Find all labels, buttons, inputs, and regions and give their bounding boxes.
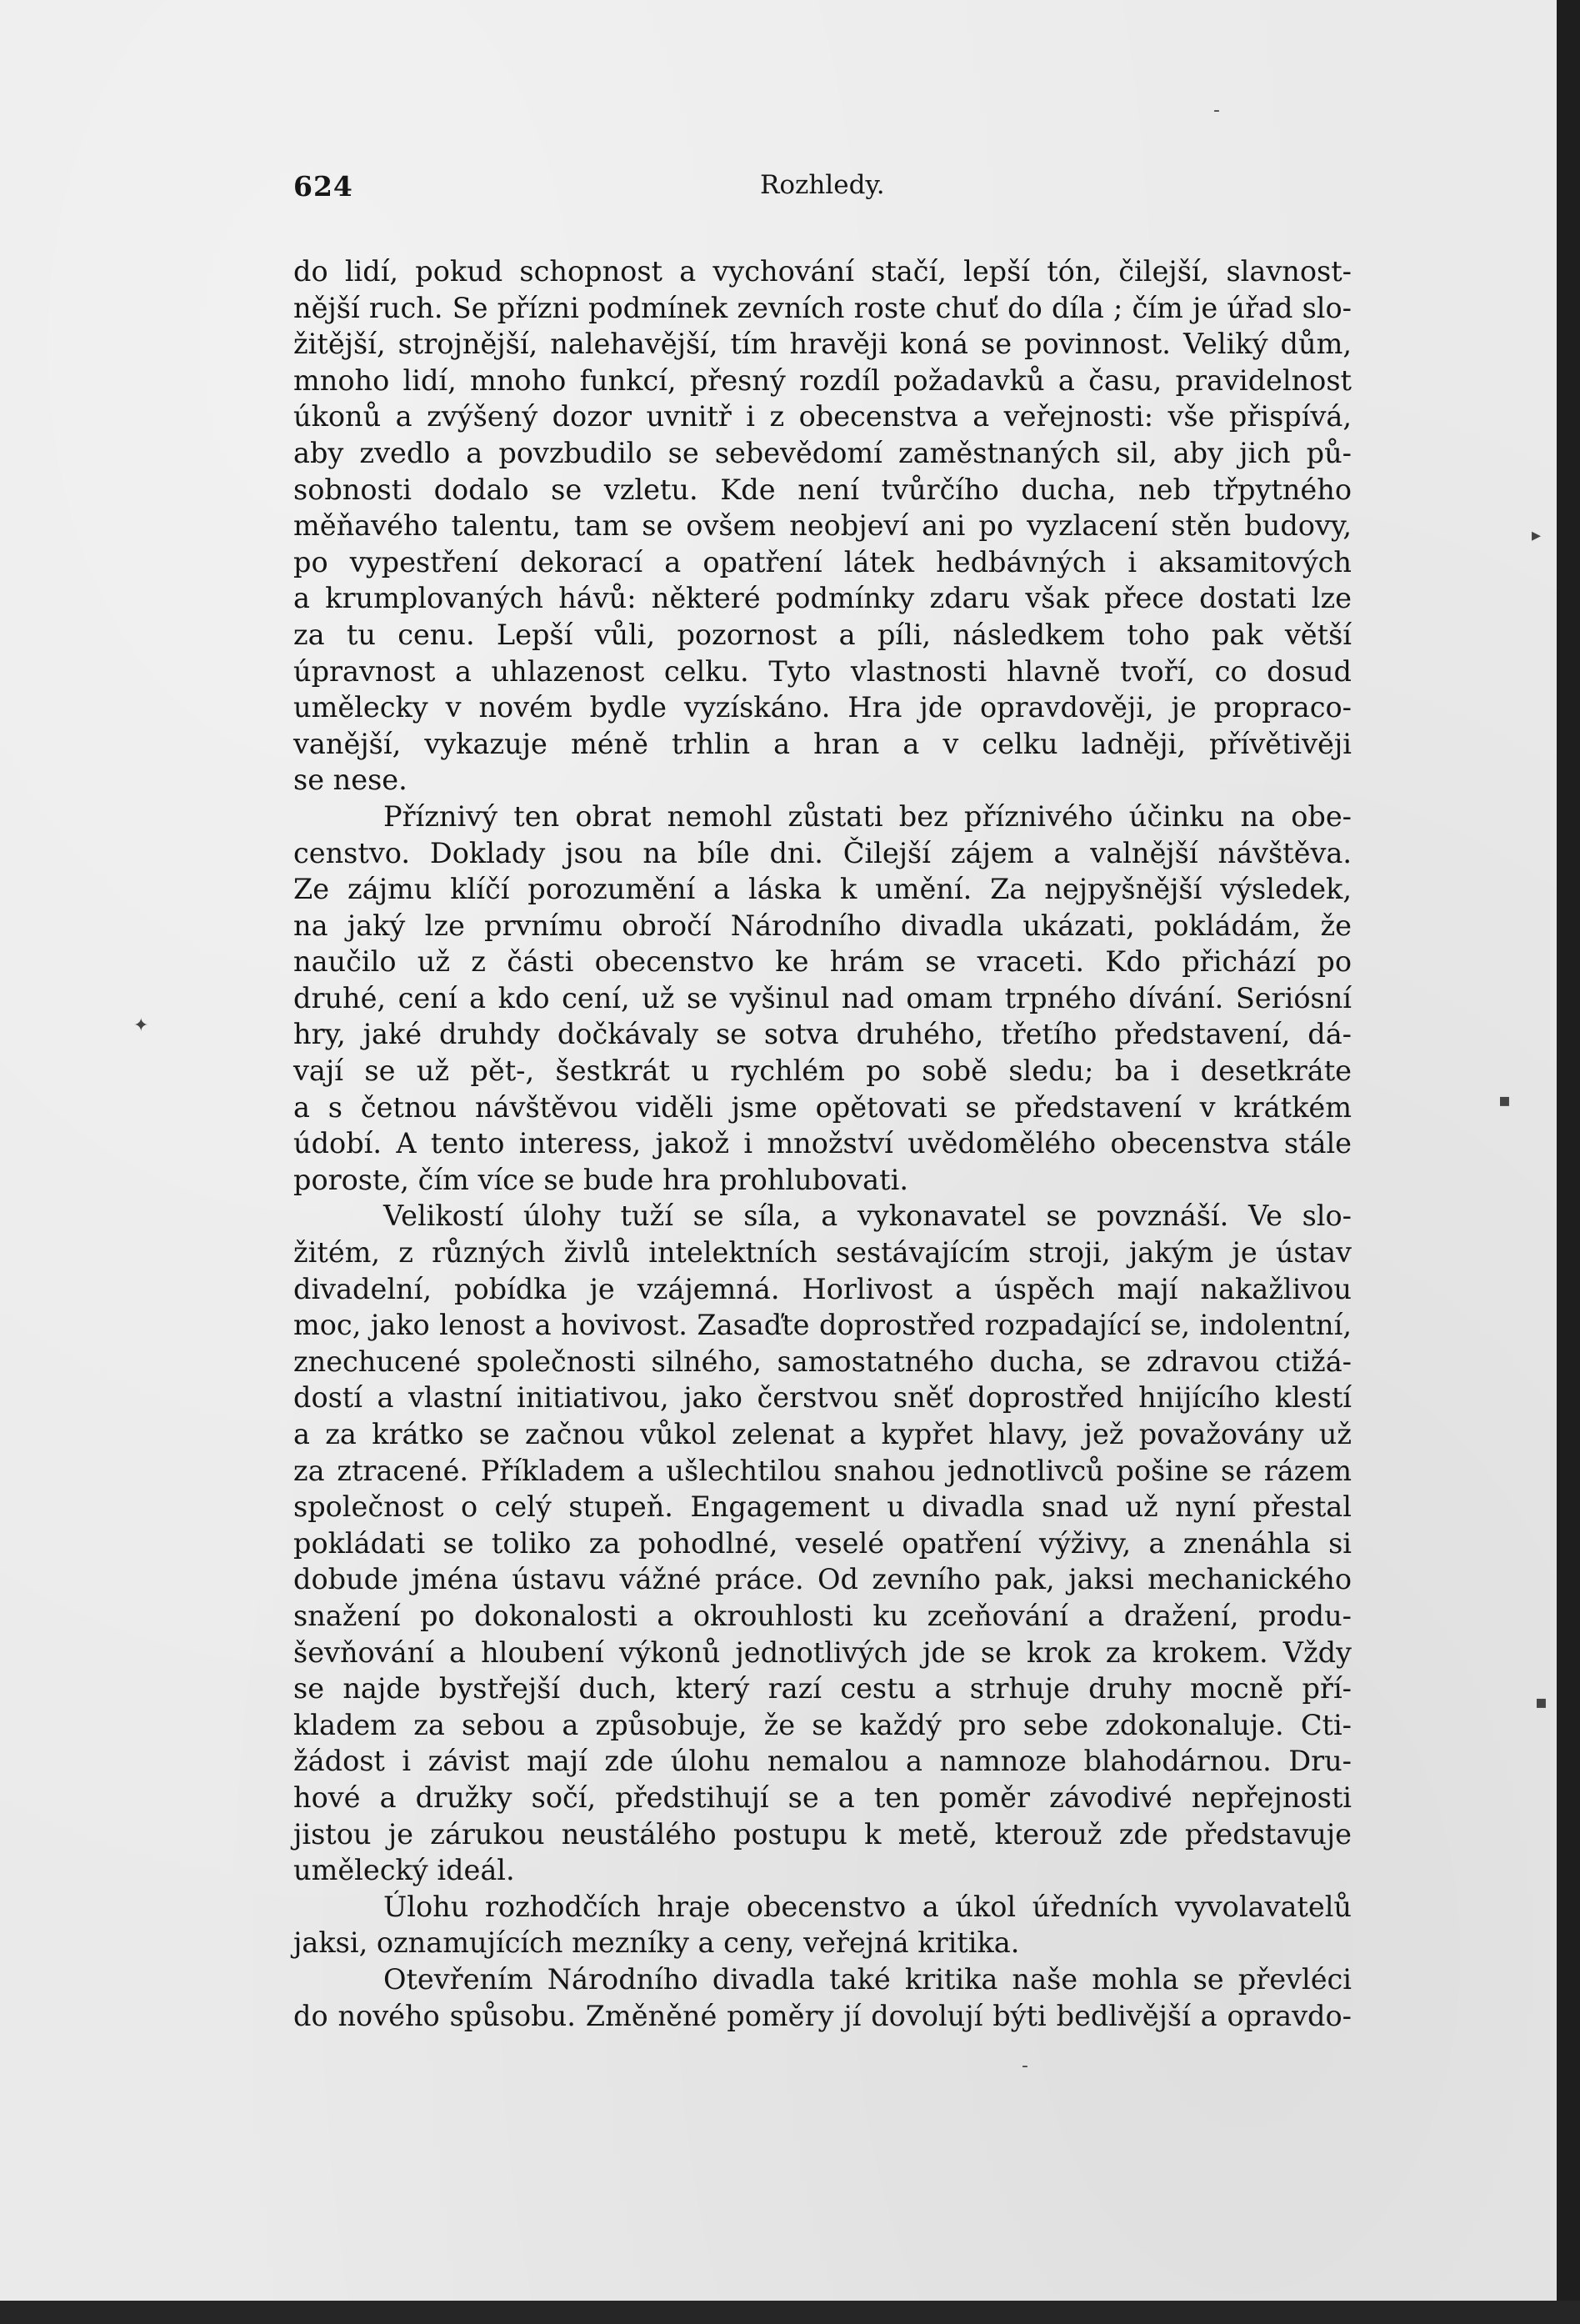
- text-line: žitém, z různých živlů intelektních sestávajícím stroji, jakým je ústav: [293, 1236, 1352, 1270]
- text-line: Ze zájmu klíčí porozumění a láska k umění. Za nejpyšnější výsledek,: [293, 873, 1352, 906]
- text-line: umělecký ideál.: [293, 1854, 515, 1887]
- text-line: hry, jaké druhdy dočkávaly se sotva druhého, třetího představení, dá-: [293, 1018, 1352, 1051]
- margin-speck: ▪: [1498, 1090, 1511, 1111]
- scan-edge-right: [1557, 0, 1580, 2324]
- page-header: [293, 170, 1352, 212]
- text-line: jistou je zárukou neustálého postupu k metě, kterouž zde představuje: [293, 1817, 1352, 1851]
- text-line: umělecky v novém bydle vyzískáno. Hra jde opravdověji, je propraco-: [293, 691, 1352, 724]
- text-line: mnoho lidí, mnoho funkcí, přesný rozdíl požadavků a času, pravidelnost: [293, 363, 1352, 397]
- page-number: 624: [293, 170, 353, 203]
- text-line: do nového spůsobu. Změněné poměry jí dovolují býti bedlivější a opravdo-: [293, 1999, 1352, 2032]
- paragraph-first-line: Úlohu rozhodčích hraje obecenstvo a úkol úředních vyvolavatelů: [383, 1890, 1352, 1923]
- margin-speck: ‑: [1213, 100, 1220, 121]
- text-line: a za krátko se začnou vůkol zelenat a kypřet hlavy, jež považovány už: [293, 1418, 1352, 1450]
- text-line: pokládati se toliko za pohodlné, veselé opatření výživy, a znenáhla si: [293, 1526, 1352, 1560]
- text-line: jaksi, oznamujících mezníky a ceny, veřejná kritika.: [293, 1926, 1020, 1960]
- text-line: aby zvedlo a povzbudilo se sebevědomí zaměstnaných sil, aby jich pů-: [293, 436, 1352, 469]
- text-line: vají se už pět-, šestkrát u rychlém po sobě sledu; ba i desetkráte: [293, 1054, 1352, 1088]
- running-head: Rozhledy.: [760, 170, 885, 200]
- text-line: po vypestření dekorací a opatření látek hedbávných i aksamitových: [293, 545, 1352, 578]
- text-line: censtvo. Doklady jsou na bíle dni. Čilejší zájem a valnější návštěva.: [293, 836, 1352, 869]
- text-line: a s četnou návštěvou viděli jsme opětovati se představení v krátkém: [293, 1090, 1352, 1124]
- text-line: dobude jména ústavu vážné práce. Od zevního pak, jaksi mechanického: [293, 1563, 1352, 1596]
- paragraph-first-line: Příznivý ten obrat nemohl zůstati bez příznivého účinku na obe-: [383, 799, 1352, 833]
- text-line: druhé, cení a kdo cení, už se vyšinul nad omam trpného dívání. Seriósní: [293, 981, 1352, 1014]
- text-line: moc, jako lenost a hovivost. Zasaďte doprostřed rozpadající se, indolentní,: [293, 1309, 1352, 1342]
- text-line: společnost o celý stupeň. Engagement u divadla snad už nyní přestal: [293, 1490, 1352, 1524]
- text-line: měňavého talentu, tam se ovšem neobjeví ani po vyzlacení stěn budovy,: [293, 509, 1352, 543]
- text-line: vanější, vykazuje méně trhlin a hran a v celku ladněji, přívětivěji: [293, 727, 1352, 760]
- text-line: za ztracené. Příkladem a ušlechtilou snahou jednotlivců pošine se rázem: [293, 1454, 1352, 1487]
- text-line: do lidí, pokud schopnost a vychování stačí, lepší tón, čilejší, slavnost-: [293, 255, 1352, 288]
- text-line: se nese.: [293, 764, 408, 797]
- margin-speck: ▪: [1535, 1692, 1548, 1713]
- text-line: za tu cenu. Lepší vůli, pozornost a píli, následkem toho pak větší: [293, 618, 1352, 651]
- text-line: a krumplovaných hávů: některé podmínky zdaru však přece dostati lze: [293, 582, 1352, 615]
- text-line: hové a družky sočí, předstihují se a ten poměr závodivé nepřejnosti: [293, 1781, 1352, 1814]
- text-line: úkonů a zvýšený dozor uvnitř i z obecenstva a veřejnosti: vše přispívá,: [293, 400, 1352, 433]
- body-text: [293, 253, 1352, 2034]
- text-line: nější ruch. Se přízni podmínek zevních roste chuť do díla ; čím je úřad slo-: [293, 291, 1352, 324]
- margin-speck: ▸: [1532, 525, 1542, 546]
- paragraph-first-line: Velikostí úlohy tuží se síla, a vykonavatel se povznáší. Ve slo-: [383, 1200, 1352, 1233]
- text-line: kladem za sebou a způsobuje, že se každý pro sebe zdokonaluje. Cti-: [293, 1708, 1352, 1741]
- text-line: dostí a vlastní initiativou, jako čerstvou sněť doprostřed hnijícího klestí: [293, 1381, 1352, 1415]
- text-line: žitější, strojnější, nalehavější, tím hravěji koná se povinnost. Veliký dům,: [293, 328, 1352, 361]
- text-line: na jaký lze prvnímu obročí Národního divadla ukázati, pokládám, že: [293, 909, 1352, 942]
- margin-speck: ✦: [133, 1015, 149, 1036]
- text-line: znechucené společnosti silného, samostatného ducha, se zdravou ctižá-: [293, 1345, 1352, 1378]
- paragraph-first-line: Otevřením Národního divadla také kritika naše mohla se převléci: [383, 1962, 1352, 1996]
- text-line: snažení po dokonalosti a okrouhlosti ku zceňování a dražení, produ-: [293, 1599, 1352, 1632]
- scan-edge-bottom: [0, 2301, 1580, 2324]
- text-line: úpravnost a uhlazenost celku. Tyto vlastnosti hlavně tvoří, co dosud: [293, 654, 1352, 688]
- text-line: se najde bystřejší duch, který razí cestu a strhuje druhy mocně pří-: [293, 1672, 1352, 1705]
- text-line: žádost i závist mají zde úlohu nemalou a namnoze blahodárnou. Dru-: [293, 1745, 1352, 1778]
- text-line: údobí. A tento interess, jakož i množství uvědomělého obecenstva stále: [293, 1127, 1352, 1160]
- text-line: sobnosti dodalo se vzletu. Kde není tvůrčího ducha, neb třpytného: [293, 473, 1352, 506]
- text-line: ševňování a hloubení výkonů jednotlivých jde se krok za krokem. Vždy: [293, 1635, 1352, 1669]
- margin-speck: ‑: [1022, 2056, 1028, 2076]
- text-line: naučilo už z části obecenstvo ke hrám se vraceti. Kdo přichází po: [293, 945, 1352, 979]
- text-line: divadelní, pobídka je vzájemná. Horlivost a úspěch mají nakažlivou: [293, 1272, 1352, 1305]
- text-line: poroste, čím více se bude hra prohlubovati.: [293, 1163, 908, 1196]
